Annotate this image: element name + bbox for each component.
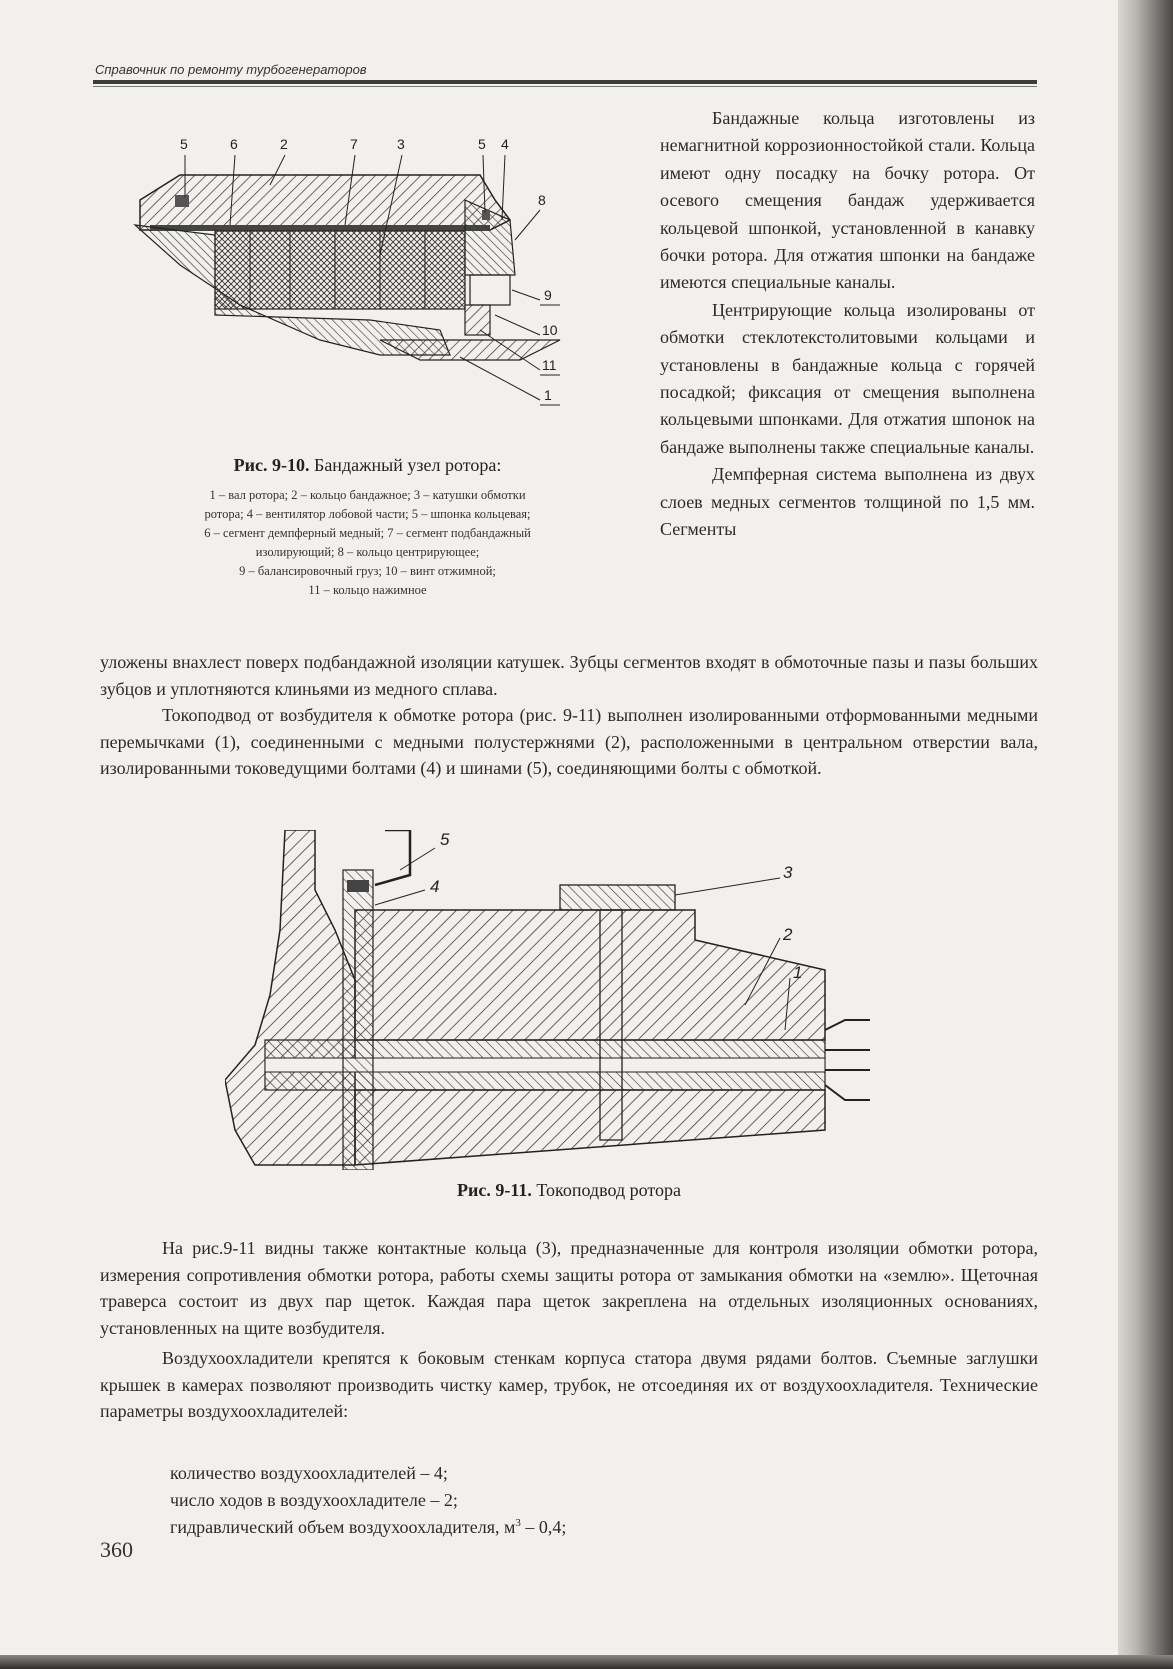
- paragraph-damper-continuation: уложены внахлест поверх подбандажной изоляции катушек. Зубцы сегментов входят в обмоточные пазы и пазы больших зубцов и уплотняются клиньями из медного сплава.: [100, 652, 1038, 699]
- fig2-label-3: 3: [783, 863, 793, 882]
- paragraph-contact-rings: На рис.9-11 видны также контактные кольца (3), предназначенные для контроля изоляции обмотки ротора, измерения сопротивления обмотки ротора, работы схемы защиты ротора от замыкания обмотки на «землю». Щеточная траверса состоит из двух пар щеток. Каждая пара щеток закреплена на отдельных изоляционных основаниях, установленных на щите возбудителя.: [100, 1238, 1038, 1338]
- figure-9-11-drawing: [225, 830, 925, 1170]
- fig1-label-5a: 5: [180, 136, 188, 152]
- fig1-label-7: 7: [350, 136, 358, 152]
- param-hydraulic-volume-exponent: 3: [515, 1517, 521, 1529]
- legend-line: 11 – кольцо нажимное: [308, 583, 427, 597]
- param-hydraulic-volume-label: гидравлический объем воздухоохладителя, м: [170, 1517, 516, 1537]
- legend-line: 1 – вал ротора; 2 – кольцо бандажное; 3 – катушки обмотки: [209, 488, 526, 502]
- paragraph-air-coolers: Воздухоохладители крепятся к боковым стенкам корпуса статора двумя рядами болтов. Съемные заглушки крышек в камерах позволяют производить чистку камер, трубок, не отсоединяя их от воздухоохладителя. Технические параметры воздухоохладителей:: [100, 1348, 1038, 1421]
- fig1-label-1: 1: [544, 387, 552, 403]
- fig1-label-6: 6: [230, 136, 238, 152]
- paragraph-bandage-rings: Бандажные кольца изготовлены из немагнитной коррозионностойкой стали. Кольца имеют одну посадку на бочку ротора. От осевого смещения бандаж удерживается кольцевой шпонкой, установленной в канавку бочки ротора. Для отжатия шпонки на бандаже имеются специальные каналы.: [660, 108, 1035, 293]
- page-number: 360: [100, 1537, 133, 1562]
- paragraph-current-lead: Токоподвод от возбудителя к обмотке ротора (рис. 9-11) выполнен изолированными отформованными медными перемычками (1), соединенными с медными полустержнями (2), расположенными в центральном отверстии вала, изолированными токоведущими болтами (4) и шинами (5), соединяющими болты с обмоткой.: [100, 705, 1038, 778]
- figure-9-11-number: Рис. 9-11.: [456, 1180, 532, 1200]
- header-rule: [93, 80, 1037, 84]
- scan-bottom-shadow: [0, 1655, 1173, 1669]
- fig2-label-5: 5: [440, 830, 450, 849]
- fig1-label-11: 11: [542, 357, 557, 373]
- param-hydraulic-volume-value: – 0,4;: [520, 1517, 567, 1537]
- fig2-label-4: 4: [430, 877, 440, 896]
- paragraph-damper-system: Демпферная система выполнена из двух слоев медных сегментов толщиной по 1,5 мм. Сегменты: [660, 464, 1035, 540]
- header-rule-thin: [93, 86, 1037, 87]
- legend-line: 9 – балансировочный груз; 10 – винт отжимной;: [239, 564, 496, 578]
- fig1-label-2: 2: [280, 136, 288, 152]
- fig2-label-2: 2: [783, 925, 793, 944]
- paragraph-centering-rings: Центрирующие кольца изолированы от обмотки стеклотекстолитовыми кольцами и установлены в бандажные кольца с горячей посадкой; фиксация от смещения выполнена кольцевыми шпонками. Для отжатия шпонок на бандаже выполнены также специальные каналы.: [660, 299, 1035, 457]
- fig1-label-8: 8: [538, 192, 546, 208]
- figure-9-10-number: Рис. 9-10.: [233, 455, 310, 475]
- book-page-edge: [1118, 0, 1173, 1669]
- figure-9-11-caption: [100, 1180, 1038, 1201]
- legend-line: ротора; 4 – вентилятор лобовой части; 5 – шпонка кольцевая;: [204, 507, 531, 521]
- legend-line: 6 – сегмент демпферный медный; 7 – сегмент подбандажный: [204, 526, 531, 540]
- running-head: Справочник по ремонту турбогенераторов: [95, 62, 367, 77]
- figure-9-10-caption: [95, 455, 640, 476]
- figure-9-10-drawing: [120, 125, 620, 445]
- fig1-label-3: 3: [397, 136, 405, 152]
- fig2-label-1: 1: [793, 963, 803, 982]
- fig1-label-10: 10: [542, 322, 558, 338]
- main-text-block: [100, 649, 1038, 782]
- figure-9-10-title: Бандажный узел ротора:: [313, 455, 502, 475]
- fig1-label-9: 9: [544, 287, 552, 303]
- side-column: [660, 105, 1035, 544]
- figure-9-11-title: Токоподвод ротора: [536, 1180, 681, 1200]
- lower-text-block: [100, 1235, 1038, 1425]
- figure-9-10-legend: [95, 486, 640, 600]
- fig1-label-4: 4: [501, 136, 509, 152]
- param-cooler-count: количество воздухоохладителей – 4;: [170, 1463, 448, 1483]
- param-hydraulic-volume: [170, 1517, 566, 1538]
- param-pass-count: число ходов в воздухоохладителе – 2;: [170, 1490, 458, 1510]
- legend-line: изолирующий; 8 – кольцо центрирующее;: [255, 545, 480, 559]
- fig1-label-5b: 5: [478, 136, 486, 152]
